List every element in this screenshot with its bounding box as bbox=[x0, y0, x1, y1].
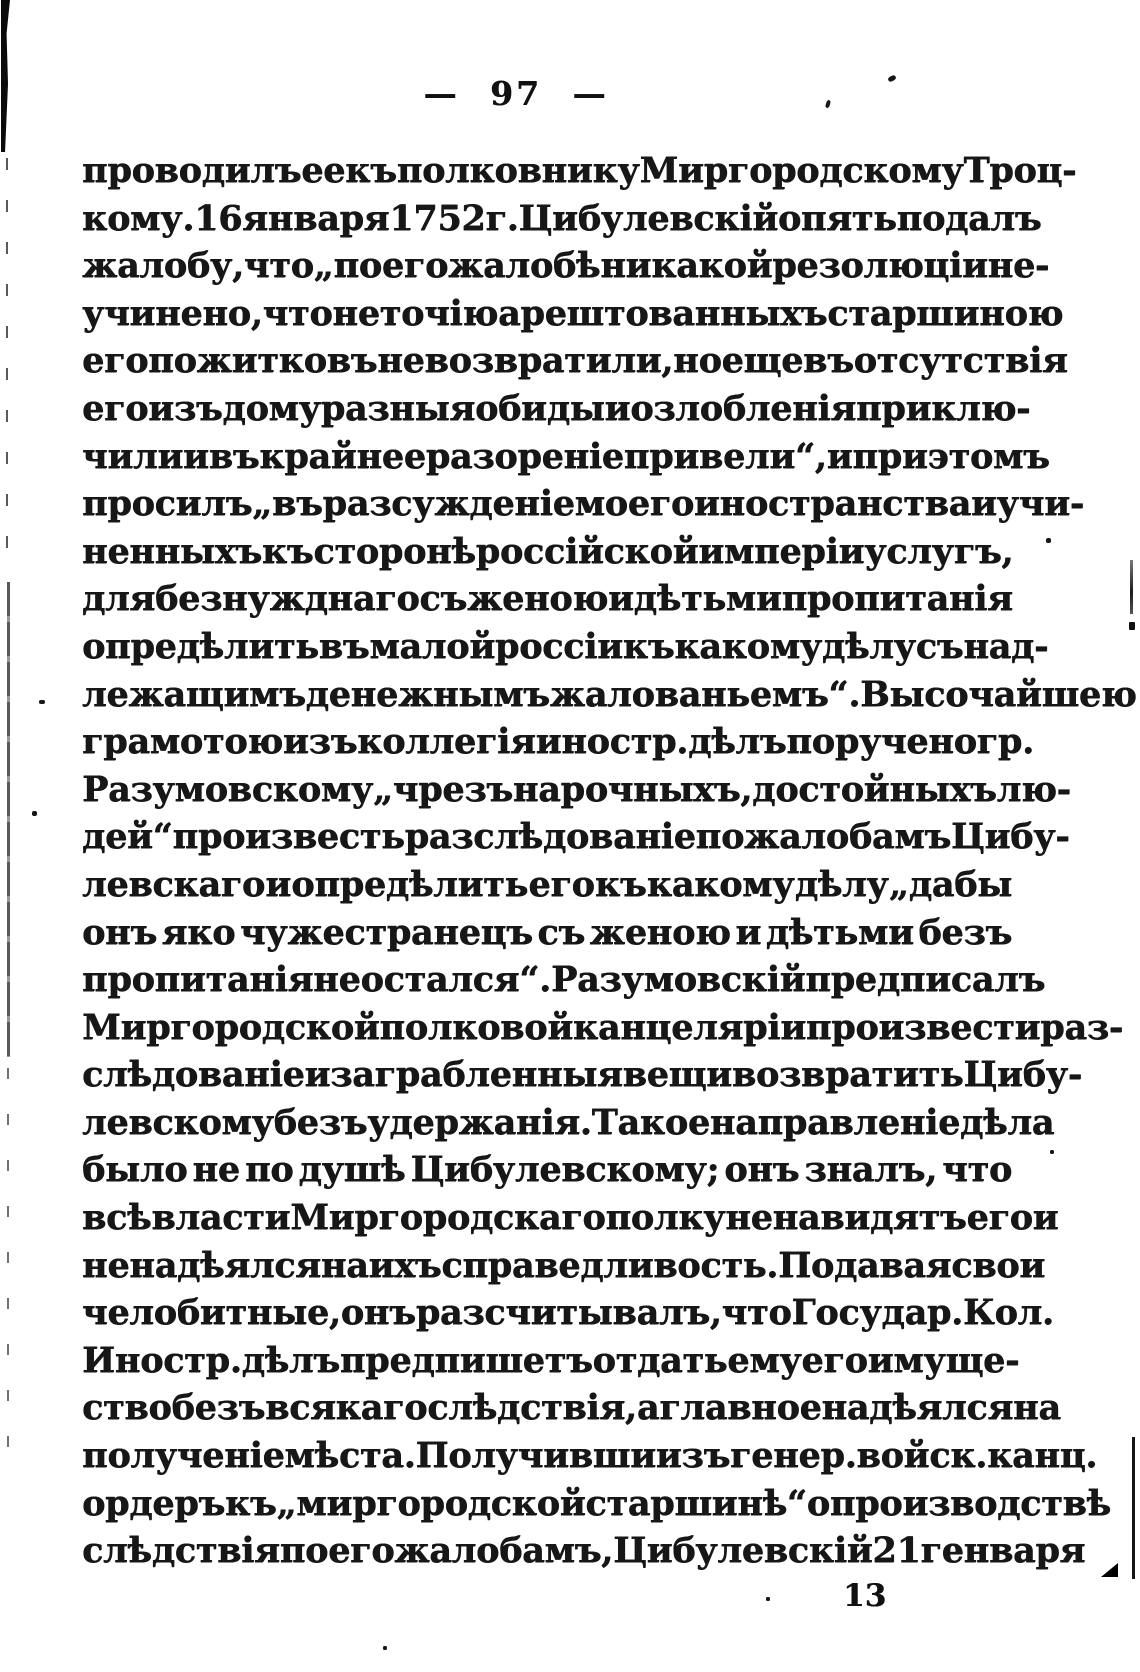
body-text bbox=[82, 147, 1137, 1575]
text-line: ордеръ къ „миргородской старшинѣ“ о производствѣ bbox=[82, 1482, 1111, 1524]
text-line: левскому безъ удержанія. Такое направленіе дѣла bbox=[82, 1101, 1055, 1143]
scan-artifact-left-dashes-upper bbox=[6, 158, 8, 558]
scan-artifact-left-dashes-lower bbox=[7, 1068, 9, 1460]
text-line: пропитанія неостался“. Разумовскій предписалъ bbox=[82, 959, 1046, 1001]
ink-speck bbox=[1046, 538, 1051, 543]
scan-artifact-right-line bbox=[1132, 1437, 1135, 1579]
signature-number: 13 bbox=[843, 1578, 887, 1614]
scan-artifact-corner-wedge bbox=[1101, 1563, 1118, 1577]
text-line: онъ яко чужестранецъ съ женою и дѣтьми безъ bbox=[82, 911, 1012, 953]
text-line: Разумовскому „чрезъ нарочныхъ, достойныхъ лю- bbox=[82, 768, 1071, 810]
page-header-number: — 97 — bbox=[423, 74, 609, 113]
text-line: левскаго и опредѣлить его къ какому дѣлу „дабы bbox=[82, 863, 1012, 905]
text-line: было не по душѣ Цибулевскому; онъ зналъ, что bbox=[82, 1149, 1012, 1191]
text-line: слѣдствія по его жалобамъ, Цибулевскій 21 генваря bbox=[82, 1530, 1086, 1572]
text-line: Миргородской полковой канцеляріи произвести раз- bbox=[82, 1006, 1123, 1048]
text-line: ство безъ всякаго слѣдствія, а главное надѣялся на bbox=[82, 1387, 1061, 1429]
text-line: не надѣялся на ихъ справедливость. Подавая свои bbox=[82, 1244, 1045, 1286]
text-line: ненныхъ къ сторонѣ россійской имперіи услугъ, bbox=[82, 530, 1014, 572]
ink-speck bbox=[32, 811, 37, 816]
text-line: проводилъ ее къ полковнику Миргородскому Троц- bbox=[82, 150, 1077, 191]
text-line: дей“ произвесть разслѣдованіе по жалобамъ Цибу- bbox=[82, 816, 1070, 858]
scan-artifact-right-dot bbox=[1129, 622, 1135, 630]
text-line: лежащимъ денежнымъ жалованьемъ“. Высочайшею bbox=[82, 673, 1137, 715]
text-line: просилъ „въ разсужденіе моего иностранства и учи- bbox=[82, 483, 1084, 525]
text-line: учинено, что не точію арештованныхъ старшиною bbox=[82, 292, 1064, 334]
text-line: чили и въ крайнее разореніе привели“, и при этомъ bbox=[82, 435, 1050, 477]
text-line: полученіе мѣста. Получивши изъ генер. войск. канц. bbox=[82, 1435, 1098, 1477]
text-line: всѣ власти Миргородскаго полку ненавидятъ его и bbox=[82, 1197, 1059, 1239]
text-line: слѣдованіе и заграбленныя вещи возвратить Цибу- bbox=[82, 1054, 1082, 1096]
text-line: опредѣлить въ малой россіи къ какому дѣлу съ над- bbox=[82, 625, 1049, 667]
text-line: грамотою изъ коллегія иностр. дѣлъ поручено гр. bbox=[82, 721, 1034, 763]
text-line: его пожитковъ не возвратили, но еще въ отсутствія bbox=[82, 340, 1068, 382]
ink-speck bbox=[1050, 1150, 1054, 1154]
scan-artifact-right-dash bbox=[1130, 560, 1133, 614]
ink-speck bbox=[766, 1597, 770, 1601]
text-line: Иностр. дѣлъ предпишетъ отдать ему его имуще- bbox=[82, 1339, 1020, 1381]
ink-speck bbox=[39, 700, 45, 704]
text-line: жалобу, что „по его жалобѣ никакой резолюціи не- bbox=[82, 245, 1050, 287]
ink-speck bbox=[383, 1646, 387, 1650]
text-line: для безнужднаго съ женою и дѣтьми пропитанія bbox=[82, 578, 1013, 620]
text-line: челобитные, онъ разсчитывалъ, что Государ. Кол. bbox=[82, 1292, 1054, 1334]
scan-artifact-left-line-middle bbox=[7, 582, 10, 1057]
text-line: его изъ дому разныя обиды и озлобленія приклю- bbox=[82, 387, 1031, 429]
text-line: кому. 16 января 1752 г. Цибулевскій опять подалъ bbox=[82, 197, 1042, 239]
